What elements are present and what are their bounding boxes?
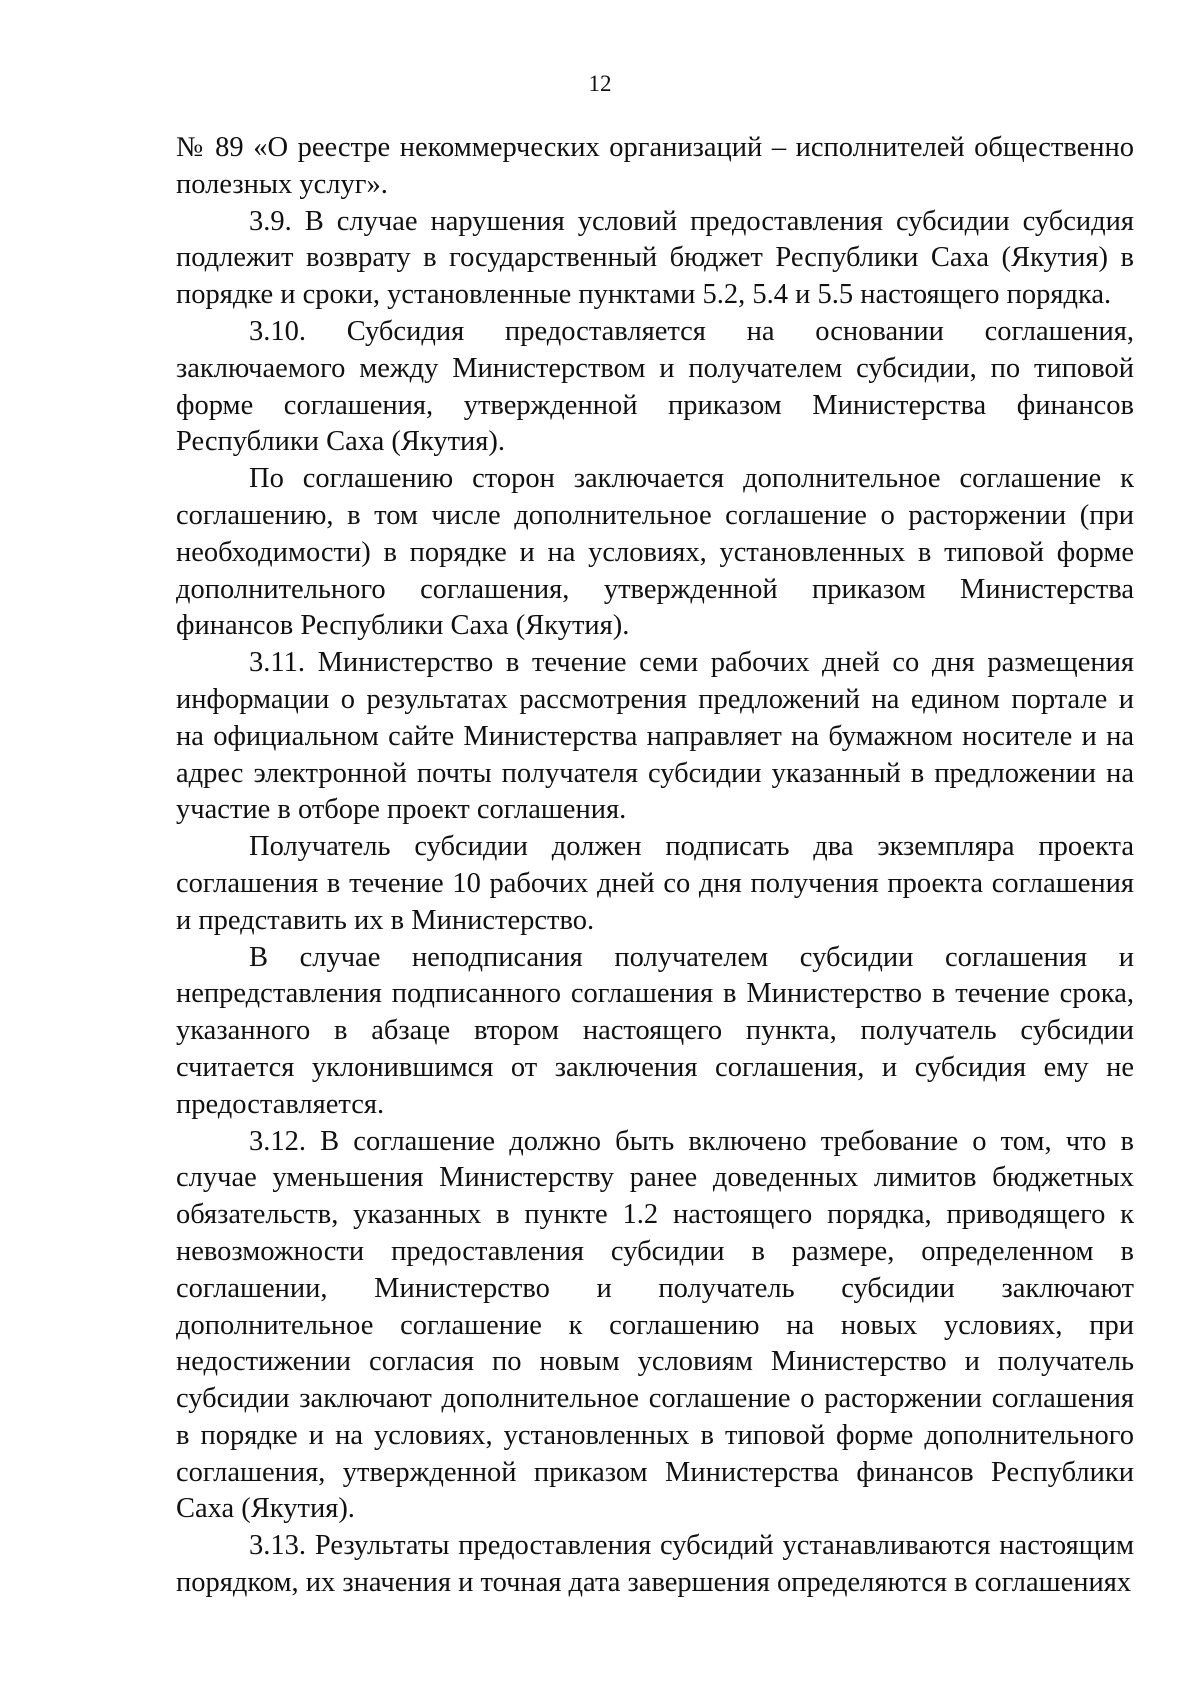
paragraph-additional-agreement: По соглашению сторон заключается дополнительное соглашение к соглашению, в том числе дополнительное соглашение о расторжении (при необходимости) в порядке и на условиях, установленных в типовой форме дополнительного соглашения, утвержденной приказом Министерства финансов Республики Саха (Якутия).: [176, 463, 1134, 642]
paragraph-continuation: № 89 «О реестре некоммерческих организаций – исполнителей общественно полезных услуг».: [176, 132, 1134, 200]
paragraph-3-11: 3.11. Министерство в течение семи рабочих дней со дня размещения информации о результатах рассмотрения предложений на едином портале и на официальном сайте Министерства направляет на бумажном носителе и на адрес электронной почты получателя субсидии указанный в предложении на участие в отборе проект соглашения.: [176, 647, 1134, 826]
paragraph-non-signing: В случае неподписания получателем субсидии соглашения и непредставления подписанного соглашения в Министерство в течение срока, указанного в абзаце втором настоящего пункта, получатель субсидии считается уклонившимся от заключения соглашения, и субсидия ему не предоставляется.: [176, 941, 1134, 1120]
paragraph-3-9: 3.9. В случае нарушения условий предоставления субсидии субсидия подлежит возврату в государственный бюджет Республики Саха (Якутия) в порядке и сроки, установленные пунктами 5.2, 5.4 и 5.5 настоящего порядка.: [176, 205, 1134, 311]
document-body: [176, 130, 1134, 1602]
paragraph-3-13: 3.13. Результаты предоставления субсидий устанавливаются настоящим порядком, их значения и точная дата завершения определяются в соглашениях: [176, 1530, 1134, 1599]
paragraph-signing: Получатель субсидии должен подписать два экземпляра проекта соглашения в течение 10 рабочих дней со дня получения проекта соглашения и представить их в Министерство.: [176, 831, 1134, 936]
paragraph-3-12: 3.12. В соглашение должно быть включено требование о том, что в случае уменьшения Министерству ранее доведенных лимитов бюджетных обязательств, указанных в пункте 1.2 настоящего порядка, приводящего к невозможности предоставления субсидии в размере, определенном в соглашении, Министерство и получатель субсидии заключают дополнительное соглашение к соглашению на новых условиях, при недостижении согласия по новым условиям Министерство и получатель субсидии заключают дополнительное соглашение о расторжении соглашения в порядке и на условиях, установленных в типовой форме дополнительного соглашения, утвержденной приказом Министерства финансов Республики Саха (Якутия).: [176, 1125, 1134, 1525]
paragraph-3-10: 3.10. Субсидия предоставляется на основании соглашения, заключаемого между Министерством и получателем субсидии, по типовой форме соглашения, утвержденной приказом Министерства финансов Республики Саха (Якутия).: [176, 315, 1134, 458]
page-number: 12: [588, 71, 612, 96]
